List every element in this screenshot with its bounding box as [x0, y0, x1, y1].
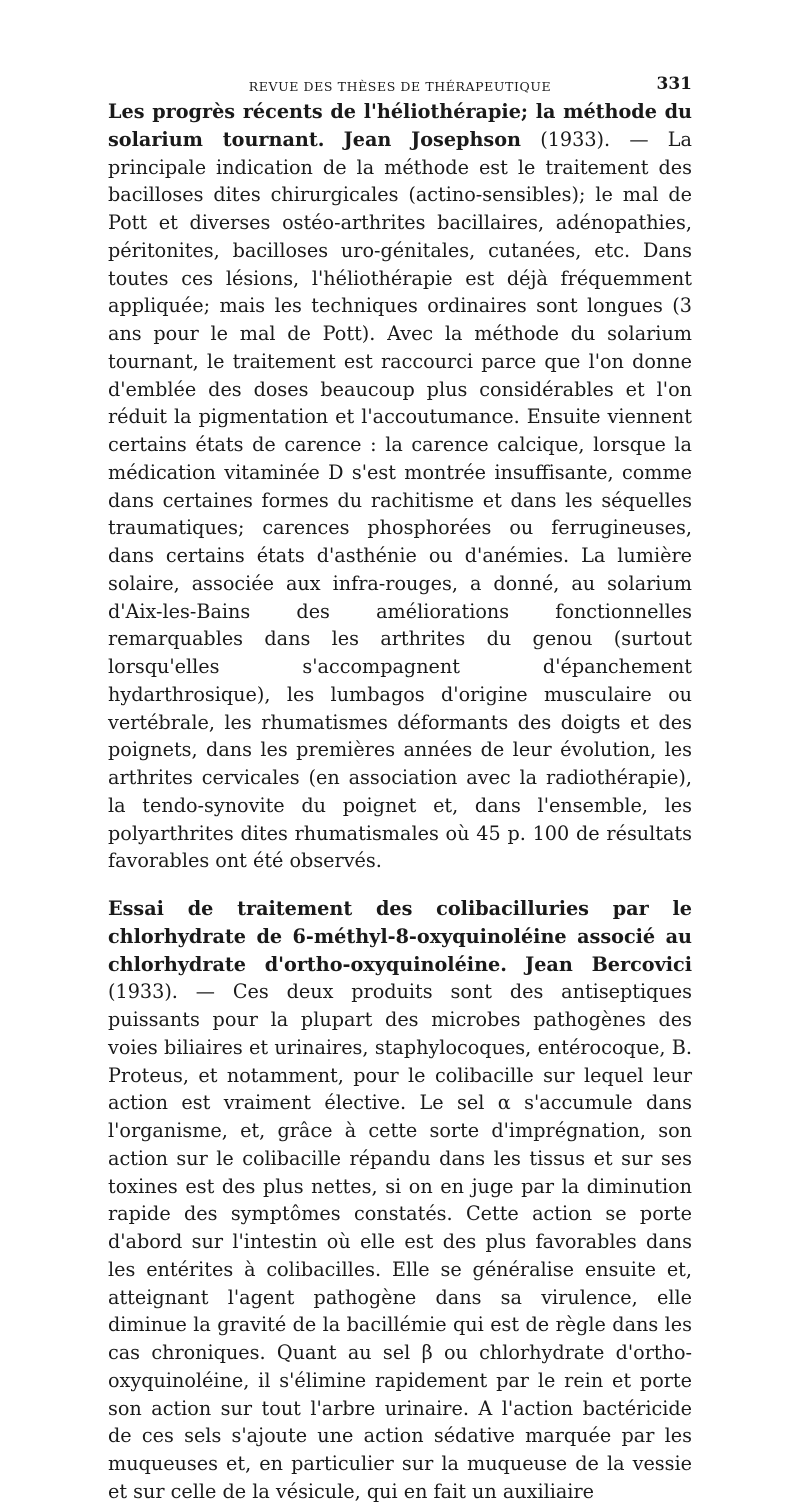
entry-year: (1933). [540, 127, 611, 151]
entry-title: Essai de traitement des colibacilluries par le chlorhydrate de 6-méthyl-8-oxyquinoléine associé au chlorhydrate d'ortho-oxyquinoléine. [108, 897, 692, 976]
entry-body: — La principale indication de la méthode est le traitement des bacilloses dites chirurgicales (actino-sensibles); le mal de Pott et diverses ostéo-arthrites bacillaires, adénopathies, péritonites, bacilloses uro-génitales, cutanées, etc. Dans toutes ces lésions, l'héliothérapie est déjà fréquemment appliquée; mais les techniques ordinaires sont longues (3 ans pour le mal de Pott). Avec la méthode du solarium tournant, le traitement est raccourci parce que l'on donne d'emblée des doses beaucoup plus considérables et l'on réduit la pigmentation et l'accoutumance. Ensuite viennent certains états de carence : la carence calcique, lorsque la médication vitaminée D s'est montrée insuffisante, comme dans certaines formes du rachitisme et dans les séquelles traumatiques; carences phosphorées ou ferrugineuses, dans certains états d'asthénie ou d'anémies. La lumière solaire, associée aux infra-rouges, a donné, au solarium d'Aix-les-Bains des améliorations fonctionnelles remarquables dans les arthrites du genou (surtout lorsqu'elles s'accompagnent d'épanchement hydarthrosique), les lumbagos d'origine musculaire ou vertébrale, les rhumatismes déformants des doigts et des poignets, dans les premières années de leur évolution, les arthrites cervicales (en association avec la radiothérapie), la tendo-synovite du poignet et, dans l'ensemble, les polyarthrites dites rhumatismales où 45 p. 100 de résultats favorables ont été observés. [108, 127, 692, 873]
entry-year: (1933). [108, 980, 178, 1004]
thesis-entry-colibacilluria [108, 895, 692, 1506]
entry-author: Jean Bercovici [525, 952, 692, 976]
running-header [108, 72, 692, 98]
journal-title: REVUE DES THÈSES DE THÉRAPEUTIQUE [248, 79, 552, 94]
entry-title: Les progrès récents de l'héliothérapie; la méthode du solarium tournant. [108, 100, 692, 151]
thesis-entry-heliotherapy [108, 98, 692, 875]
document-page [108, 72, 692, 1506]
page-number: 331 [656, 74, 692, 94]
entry-author: Jean Josephson [343, 127, 521, 151]
entry-body: — Ces deux produits sont des antiseptiques puissants pour la plupart des microbes pathogènes des voies biliaires et urinaires, staphylocoques, entérocoque, B. Proteus, et notamment, pour le colibacille sur lequel leur action est vraiment élective. Le sel α s'accumule dans l'organisme, et, grâce à cette sorte d'imprégnation, son action sur le colibacille répandu dans les tissus et sur ses toxines est des plus nettes, si on en juge par la diminution rapide des symptômes constatés. Cette action se porte d'abord sur l'intestin où elle est des plus favorables dans les entérites à colibacilles. Elle se généralise ensuite et, atteignant l'agent pathogène dans sa virulence, elle diminue la gravité de la bacillémie qui est de règle dans les cas chroniques. Quant au sel β ou chlorhydrate d'ortho-oxyquinoléine, il s'élimine rapidement par le rein et porte son action sur tout l'arbre urinaire. A l'action bactéricide de ces sels s'ajoute une action sédative marquée par les muqueuses et, en particulier sur la muqueuse de la vessie et sur celle de la vésicule, qui en fait un auxiliaire [108, 980, 692, 1503]
